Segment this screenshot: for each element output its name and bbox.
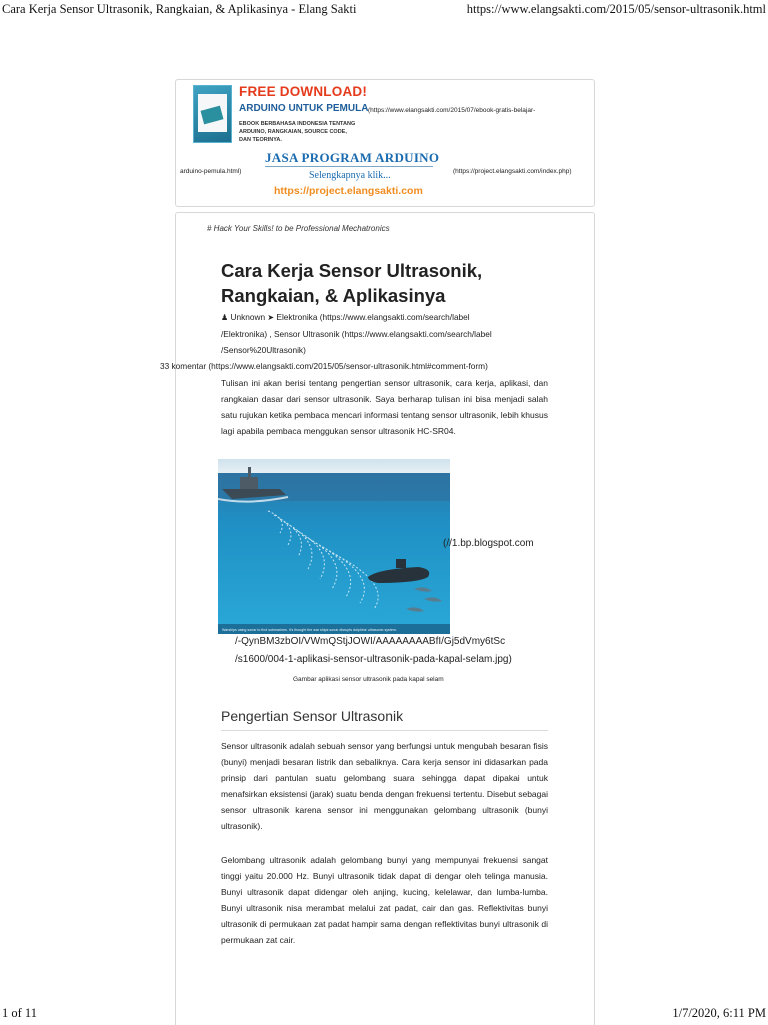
ebook-cover-image[interactable] bbox=[193, 85, 232, 143]
page-count: 1 of 11 bbox=[2, 1006, 37, 1020]
ebook-description: EBOOK BERBAHASA INDONESIA TENTANG ARDUINO, RANGKAIAN, SOURCE CODE, DAN TEORINYA. bbox=[239, 121, 356, 143]
image-inner-caption: Warships using sonar to find submarines. It's thought the war ships sonar disrupts dolphins' ultrasonic system. bbox=[222, 628, 397, 632]
print-footer bbox=[0, 1002, 768, 1024]
free-download-heading[interactable]: FREE DOWNLOAD! bbox=[239, 84, 368, 99]
tag-icon: ➤ bbox=[267, 313, 275, 322]
ebook-link-url-start[interactable]: (https://www.elangsakti.com/2015/07/ebook-gratis-belajar- bbox=[368, 107, 536, 114]
label-links-line-3[interactable]: /Sensor%20Ultrasonik) bbox=[221, 345, 306, 355]
jasa-divider bbox=[265, 166, 433, 167]
ebook-title[interactable]: ARDUINO UNTUK PEMULA bbox=[239, 103, 369, 114]
paragraph-gelombang: Gelombang ultrasonik adalah gelombang bunyi yang mempunyai frekuensi sangat tinggi yaitu 20.000 Hz. Bunyi ultrasonik tidak dapat di dengar oleh telinga manusia. Bunyi ultrasonik dapat didengar oleh anjing, kucing, kelelawar, dan lumba-lumba. Bunyi ultrasonik nisa merambat melalui zat padat, cair dan gas. Reflektivitas bunyi ultrasonik di permukaan zat padat hampir sama dengan reflektivitas bunyi ultrasonik di permukaan zat cair. bbox=[221, 855, 548, 945]
label-links-line-1[interactable]: Elektronika (https://www.elangsakti.com/search/label bbox=[276, 312, 470, 322]
promo-banner[interactable] bbox=[175, 79, 595, 207]
label-links-line-2[interactable]: /Elektronika) , Sensor Ultrasonik (https://www.elangsakti.com/search/label bbox=[221, 329, 492, 339]
image-link-url-start[interactable]: (//1.bp.blogspot.com bbox=[443, 538, 534, 549]
author-name[interactable]: Unknown bbox=[230, 312, 266, 322]
image-caption: Gambar aplikasi sensor ultrasonik pada kapal selam bbox=[293, 676, 444, 683]
site-tagline: # Hack Your Skills! to be Professional Mechatronics bbox=[207, 224, 390, 233]
section-divider bbox=[221, 730, 548, 731]
submarine-sonar-image[interactable] bbox=[218, 459, 450, 634]
intro-paragraph: Tulisan ini akan berisi tentang pengertian sensor ultrasonik, cara kerja, aplikasi, dan rangkaian dasar dari sensor ultrasonik. Saya berharap tulisan ini bisa menjadi salah satu rujukan ketika pembaca mencari informasi tentang sensor ultrasonik, lebih khusus lagi apabila pembaca menggukan sensor ultrasonik HC-SR04. bbox=[221, 378, 548, 436]
print-date: 1/7/2020, 6:11 PM bbox=[672, 1006, 766, 1020]
comment-count-link[interactable]: 33 komentar (https://www.elangsakti.com/2015/05/sensor-ultrasonik.html#comment-form) bbox=[160, 361, 488, 371]
ebook-link-url-end[interactable]: arduino-pemula.html) bbox=[180, 168, 242, 175]
user-icon: ♟ bbox=[221, 313, 229, 322]
project-link-url[interactable]: (https://project.elangsakti.com/index.php) bbox=[453, 168, 572, 175]
article-title: Cara Kerja Sensor Ultrasonik, Rangkaian, & Aplikasinya bbox=[221, 260, 483, 306]
jasa-program-heading[interactable]: JASA PROGRAM ARDUINO bbox=[265, 150, 440, 165]
image-link-url-rest[interactable] bbox=[235, 633, 512, 669]
image-link-url-line-2[interactable]: /-QynBM3zbOI/VWmQStjJOWI/AAAAAAAABfI/Gj5dVmy6tSc bbox=[235, 636, 506, 647]
selengkapnya-link[interactable]: Selengkapnya klik... bbox=[309, 170, 391, 181]
print-header bbox=[0, 0, 768, 20]
image-link-url-line-3[interactable]: /s1600/004-1-aplikasi-sensor-ultrasonik-pada-kapal-selam.jpg) bbox=[235, 654, 512, 665]
project-url-link[interactable]: https://project.elangsakti.com bbox=[274, 185, 423, 197]
print-page-title: Cara Kerja Sensor Ultrasonik, Rangkaian, & Aplikasinya - Elang Sakti bbox=[2, 2, 357, 16]
print-page-url: https://www.elangsakti.com/2015/05/sensor-ultrasonik.html bbox=[466, 2, 766, 16]
paragraph-definition: Sensor ultrasonik adalah sebuah sensor yang berfungsi untuk mengubah besaran fisis (bunyi) menjadi besaran listrik dan sebaliknya. Cara kerja sensor ini didasarkan pada prinsip dari pantulan suatu gelombang suara sehingga dapat dipakai untuk menafsirkan eksistensi (jarak) suatu benda dengan frekuensi tertentu. Disebut sebagai sensor ultrasonik karena sensor ini menggunakan gelombang ultrasonik (bunyi ultrasonik). bbox=[221, 741, 548, 831]
article-meta bbox=[221, 309, 561, 358]
section-heading: Pengertian Sensor Ultrasonik bbox=[221, 708, 404, 724]
